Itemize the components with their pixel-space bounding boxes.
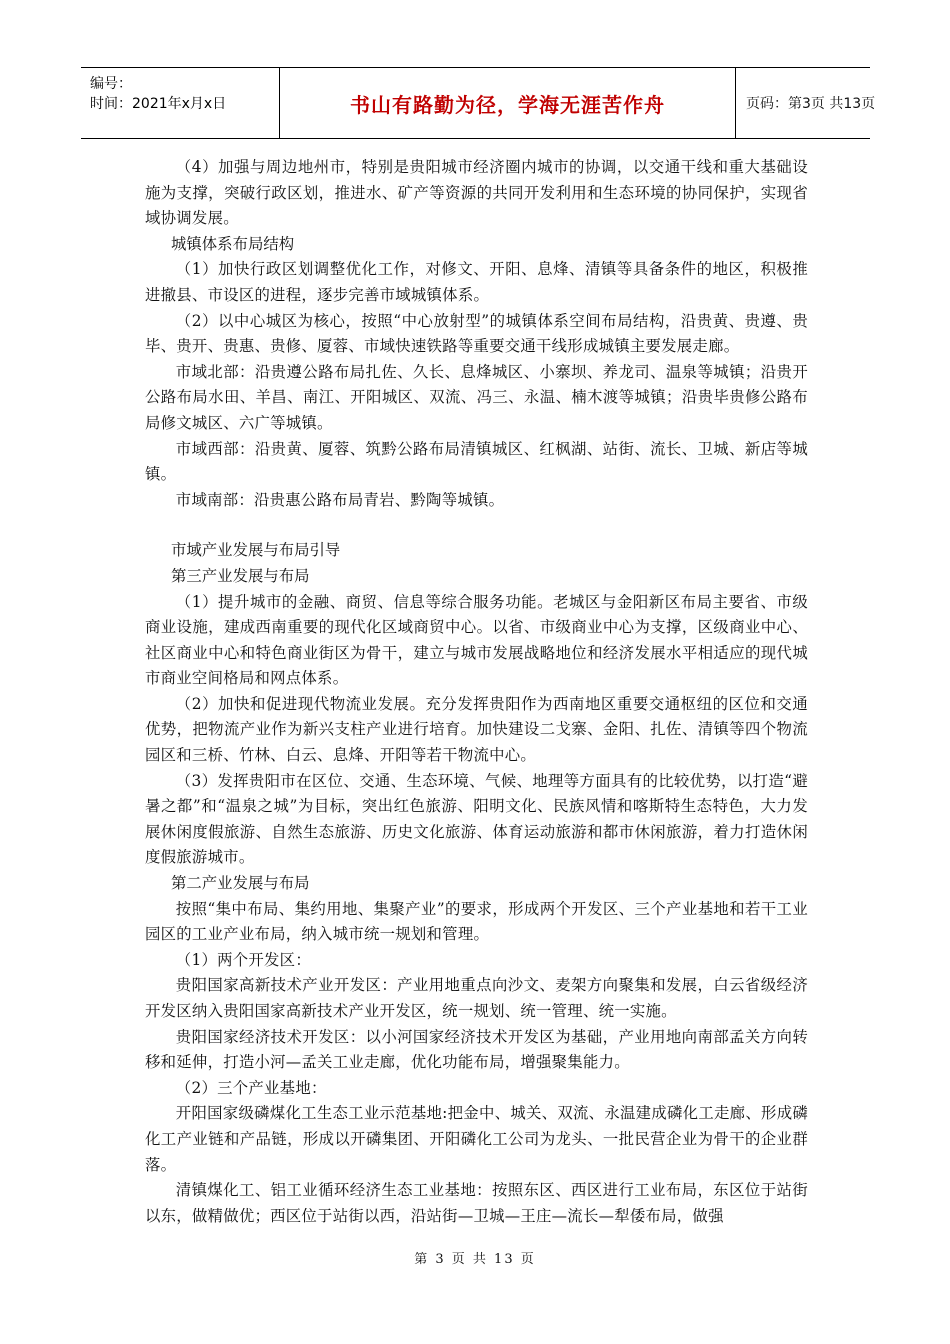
paragraph-west: 市域西部：沿贵黄、厦蓉、筑黔公路布局清镇城区、红枫湖、站街、流长、卫城、新店等城镇。 [145,439,808,484]
paragraph-two-zones: （1）两个开发区： [175,950,311,969]
paragraph-coordination: （4）加强与周边地州市，特别是贵阳城市经济圈内城市的协调，以交通干线和重大基础设施为支撑，突破行政区划，推进水、矿产等资源的共同开发利用和生态环境的协同保护，实现省域协调发展。 [145,158,808,228]
header-page-cell [736,68,876,138]
paragraph-tourism: （3）发挥贵阳市在区位、交通、生态环境、气候、地理等方面具有的比较优势，以打造“避暑之都”和“温泉之城”为目标，突出红色旅游、阳明文化、民族风情和喀斯特生态特色，大力发展休闲度假旅游、自然生态旅游、历史文化旅游、体育运动旅游和都市休闲旅游，着力打造休闲度假旅游城市。 [145,771,808,867]
document-body [145,155,808,1229]
paragraph-kaiyang-base: 开阳国家级磷煤化工生态工业示范基地:把金中、城关、双流、永温建成磷化工走廊、形成磷化工产业链和产品链，形成以开磷集团、开阳磷化工公司为龙头、一批民营企业为骨干的企业群落。 [145,1104,808,1174]
paragraph-commerce: （1）提升城市的金融、商贸、信息等综合服务功能。老城区与金阳新区布局主要省、市级商业设施，建成西南重要的现代化区域商贸中心。以省、市级商业中心为支撑，区级商业中心、社区商业中心和特色商业街区为骨干，建立与城市发展战略地位和经济发展水平相适应的现代城市商业空间格局和网点体系。 [145,592,808,688]
page-footer: 第 3 页 共 13 页 [414,1252,536,1267]
paragraph-admin-adjust: （1）加快行政区划调整优化工作，对修文、开阳、息烽、清镇等具备条件的地区，积极推进撤县、市设区的进程，逐步完善市域城镇体系。 [145,260,808,304]
header-motto: 书山有路勤为径，学海无涯苦作舟 [350,92,665,117]
document-date: 时间：2021年x月x日 [90,96,227,112]
heading-tertiary: 第三产业发展与布局 [171,566,310,585]
paragraph-hitech-zone: 贵阳国家高新技术产业开发区：产业用地重点向沙文、麦架方向聚集和发展，白云省级经济开发区纳入贵阳国家高新技术产业开发区，统一规划、统一管理、统一实施。 [145,976,808,1020]
header-info-cell [81,68,280,138]
paragraph-qingzhen-base: 清镇煤化工、铝工业循环经济生态工业基地：按照东区、西区进行工业布局，东区位于站街以东，做精做优；西区位于站街以西，沿站街—卫城—王庄—流长—犁倭布局，做强 [145,1181,808,1225]
paragraph-layout-requirement: 按照“集中布局、集约用地、集聚产业”的要求，形成两个开发区、三个产业基地和若干工业园区的工业产业布局，纳入城市统一规划和管理。 [145,899,808,944]
heading-secondary: 第二产业发展与布局 [171,874,310,893]
header-motto-cell [280,68,736,138]
paragraph-north: 市域北部：沿贵遵公路布局扎佐、久长、息烽城区、小寨坝、养龙司、温泉等城镇；沿贵开公路布局水田、羊昌、南江、开阳城区、双流、冯三、永温、楠木渡等城镇；沿贵毕贵修公路布局修文城区、六广等城镇。 [145,362,808,432]
section-gap [145,513,808,538]
heading-urban-system: 城镇体系布局结构 [171,234,295,253]
paragraph-economic-zone: 贵阳国家经济技术开发区：以小河国家经济技术开发区为基础，产业用地向南部孟关方向转移和延伸，打造小河—孟关工业走廊，优化功能布局，增强聚集能力。 [145,1027,808,1072]
paragraph-central-radial: （2）以中心城区为核心，按照“中心放射型”的城镇体系空间布局结构，沿贵黄、贵遵、贵毕、贵开、贵惠、贵修、厦蓉、市域快速铁路等重要交通干线形成城镇主要发展走廊。 [145,311,808,356]
paragraph-logistics: （2）加快和促进现代物流业发展。充分发挥贵阳作为西南地区重要交通枢纽的区位和交通优势，把物流产业作为新兴支柱产业进行培育。加快建设二戈寨、金阳、扎佐、清镇等四个物流园区和三桥、竹林、白云、息烽、开阳等若干物流中心。 [145,694,808,765]
heading-industry-guide: 市域产业发展与布局引导 [171,541,341,560]
header-page-code: 页码：第3页 共13页 [746,96,876,112]
document-number-label: 编号： [90,76,132,92]
paragraph-three-bases: （2）三个产业基地： [175,1078,327,1097]
paragraph-south: 市域南部：沿贵惠公路布局青岩、黔陶等城镇。 [175,490,505,509]
page-header [81,67,876,139]
